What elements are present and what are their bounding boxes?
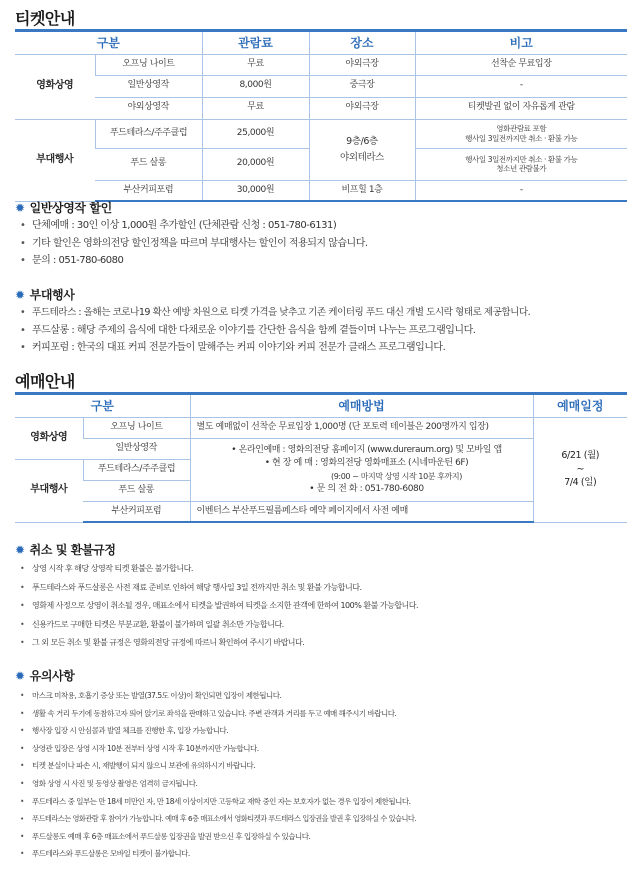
events-heading [15, 286, 74, 303]
ticket-row-name: 오프닝 나이트 [95, 54, 202, 75]
booking-method-coffee: 이벤터스 부산푸드필름페스타 예약 페이지에서 사전 예매 [190, 501, 533, 522]
ticket-merged-place-line: 9층/6층 [346, 135, 378, 147]
booking-header-category: 구분 [15, 395, 190, 417]
list-item: • 푸드테라스와 푸드살롱은 사전 재료 준비로 인하여 해당 행사일 3일 전까지만 취소 및 환불 가능합니다. [20, 579, 630, 598]
ticket-merged-place-line: 야외테라스 [340, 151, 384, 163]
list-item: • 푸드테라스 중 일부는 만 18세 미만인 자, 만 18세 이상이지만 고등학교 재학 중인 자는 보호자가 없는 경우 입장이 제한됩니다. [20, 793, 630, 811]
table-row [15, 417, 627, 438]
ticket-row-place: 야외극장 [309, 97, 415, 119]
booking-table [15, 395, 627, 523]
list-item: • 그 외 모든 취소 및 환불 규정은 영화의전당 규정에 따르니 확인하여 주시기 바랍니다. [20, 634, 630, 653]
gear-icon: ✹ [15, 201, 25, 215]
booking-row-name: 푸드테라스/주주클럽 [83, 459, 190, 480]
ticket-header-price: 관람료 [202, 32, 309, 54]
ticket-header-note: 비고 [415, 32, 627, 54]
booking-method-line: • 문 의 전 화 : 051-780-6080 [309, 483, 424, 494]
notice-title: 유의사항 [29, 669, 75, 683]
booking-method-line: (9:00 ~ 마지막 상영 시작 10분 후까지) [331, 471, 462, 481]
list-item: • 단체예매 : 30인 이상 1,000원 추가할인 (단체관람 신청 : 051-780-6131) [20, 217, 630, 235]
ticket-row-note [415, 119, 627, 148]
booking-schedule-end: 7/4 (일) [564, 477, 597, 489]
booking-row-name: 오프닝 나이트 [83, 417, 190, 438]
table-row [15, 75, 627, 97]
list-item: • 생활 속 거리 두기에 동참하고자 띄어 앉기로 좌석을 판매하고 있습니다. 주변 관객과 거리를 두고 예매 해주시기 바랍니다. [20, 705, 630, 723]
ticket-row-name: 푸드 살롱 [95, 148, 202, 180]
list-item: • 마스크 미착용, 호흡기 증상 또는 발열(37.5도 이상)이 확인되면 입장이 제한됩니다. [20, 687, 630, 705]
list-item: • 커피포럼 : 한국의 대표 커피 전문가들이 말해주는 커피 이야기와 커피 전문가 클래스 프로그램입니다. [20, 339, 630, 357]
booking-cat-screening: 영화상영 [15, 417, 83, 459]
booking-row-name: 부산커피포럼 [83, 501, 190, 522]
ticket-section-title: 티켓안내 [15, 9, 75, 28]
booking-header-schedule: 예매일정 [533, 395, 627, 417]
list-item: • 영화제 사정으로 상영이 취소될 경우, 매표소에서 티켓을 발권하여 티켓을 소지한 관객에 한하여 100% 환불 가능합니다. [20, 597, 630, 616]
ticket-row-note: - [415, 180, 627, 201]
table-row [15, 54, 627, 75]
ticket-note-line: 영화관람료 포함 [496, 124, 547, 134]
ticket-row-price: 8,000원 [202, 75, 309, 97]
list-item: • 푸드테라스와 푸드살롱은 모바일 티켓이 불가합니다. [20, 845, 630, 863]
refund-title: 취소 및 환불규정 [29, 543, 116, 557]
ticket-row-name: 푸드테라스/주주클럽 [95, 119, 202, 148]
ticket-row-name: 야외상영작 [95, 97, 202, 119]
discount-title: 일반상영작 할인 [29, 201, 112, 215]
ticket-row-note [415, 148, 627, 180]
notice-heading [15, 667, 74, 684]
ticket-row-note: - [415, 75, 627, 97]
discount-list [20, 217, 630, 270]
list-item: • 행사장 입장 시 안심콜과 발열 체크를 진행한 후, 입장 가능합니다. [20, 722, 630, 740]
list-item: • 푸드살롱도 예매 후 6층 매표소에서 푸드살롱 입장권을 발권 받으신 후 입장하실 수 있습니다. [20, 828, 630, 846]
list-item: • 푸드테라스 : 올해는 코로나19 확산 예방 차원으로 티켓 가격을 낮추고 기존 케이터링 푸드 대신 개별 도시락 형태로 제공합니다. [20, 304, 630, 322]
booking-method-lines [190, 438, 533, 501]
ticket-row-place: 야외극장 [309, 54, 415, 75]
list-item: • 푸드살롱 : 해당 주제의 음식에 대한 다채로운 이야기를 간단한 음식을 함께 곁들이며 나누는 프로그램입니다. [20, 322, 630, 340]
ticket-row-note: 티켓발권 없이 자유롭게 관람 [415, 97, 627, 119]
booking-schedule [533, 417, 627, 522]
ticket-header-place: 장소 [309, 32, 415, 54]
booking-row-name: 푸드 살롱 [83, 480, 190, 501]
ticket-row-price: 무료 [202, 54, 309, 75]
gear-icon: ✹ [15, 543, 25, 557]
booking-schedule-start: 6/21 (월) [561, 449, 600, 461]
list-item: • 푸드테라스는 영화관람 후 참여가 가능합니다. 예매 후 6층 매표소에서 영화티켓과 푸드테라스 입장권을 발권 후 입장하실 수 있습니다. [20, 810, 630, 828]
discount-heading [15, 199, 112, 216]
ticket-cat-screening: 영화상영 [15, 54, 95, 119]
ticket-row-name: 부산커피포럼 [95, 180, 202, 201]
table-row [15, 119, 627, 148]
ticket-row-price: 25,000원 [202, 119, 309, 148]
booking-method-opening: 별도 예매없이 선착순 무료입장 1,000명 (단 포토력 테이블은 200명까지 입장) [190, 417, 533, 438]
list-item: • 티켓 분실이나 파손 시, 재발행이 되지 않으니 보관에 유의하시기 바랍니다. [20, 757, 630, 775]
booking-schedule-sep: ~ [576, 463, 585, 475]
refund-heading [15, 541, 116, 558]
ticket-note-line: 청소년 관람불가 [496, 164, 547, 173]
booking-method-line: • 현 장 예 매 : 영화의전당 영화매표소 (시네마운틴 6F) [264, 457, 469, 468]
gear-icon: ✹ [15, 288, 25, 302]
ticket-row-price: 30,000원 [202, 180, 309, 201]
ticket-table [15, 32, 627, 202]
gear-icon: ✹ [15, 669, 25, 683]
notice-list [20, 687, 630, 863]
ticket-row-place: 중극장 [309, 75, 415, 97]
events-list [20, 304, 630, 357]
table-row [15, 180, 627, 201]
list-item: • 상영관 입장은 상영 시작 10분 전부터 상영 시작 후 10분까지만 가능합니다. [20, 740, 630, 758]
list-item: • 영화 상영 시 사진 및 동영상 촬영은 엄격히 금지됩니다. [20, 775, 630, 793]
ticket-row-name: 일반상영작 [95, 75, 202, 97]
booking-method-line: • 온라인예매 : 영화의전당 홈페이지 (www.dureraum.org) 및 모바일 앱 [231, 444, 502, 455]
ticket-cat-events: 부대행사 [15, 119, 95, 201]
ticket-note-line: 행사일 3일전까지만 취소 · 환불 가능 [465, 154, 578, 164]
ticket-header-category: 구분 [15, 32, 202, 54]
list-item: • 문의 : 051-780-6080 [20, 252, 630, 270]
ticket-row-note: 선착순 무료입장 [415, 54, 627, 75]
booking-cat-events: 부대행사 [15, 459, 83, 522]
ticket-row-place: 비프힐 1층 [309, 180, 415, 201]
list-item: • 기타 할인은 영화의전당 할인정책을 따르며 부대행사는 할인이 적용되지 않습니다. [20, 235, 630, 253]
ticket-row-price: 무료 [202, 97, 309, 119]
ticket-merged-place [309, 119, 415, 180]
list-item: • 신용카드로 구매한 티켓은 부분교환, 환불이 불가하며 일괄 취소만 가능합니다. [20, 616, 630, 635]
events-title: 부대행사 [29, 288, 75, 302]
ticket-note-line: 행사일 3일전까지만 취소 · 환불 가능 [465, 133, 578, 143]
booking-section-title: 예매안내 [15, 372, 75, 391]
list-item: • 상영 시작 후 해당 상영작 티켓 환불은 불가합니다. [20, 560, 630, 579]
booking-row-name: 일반상영작 [83, 438, 190, 459]
booking-header-method: 예매방법 [190, 395, 533, 417]
table-row [15, 97, 627, 119]
refund-list [20, 560, 630, 653]
ticket-row-price: 20,000원 [202, 148, 309, 180]
